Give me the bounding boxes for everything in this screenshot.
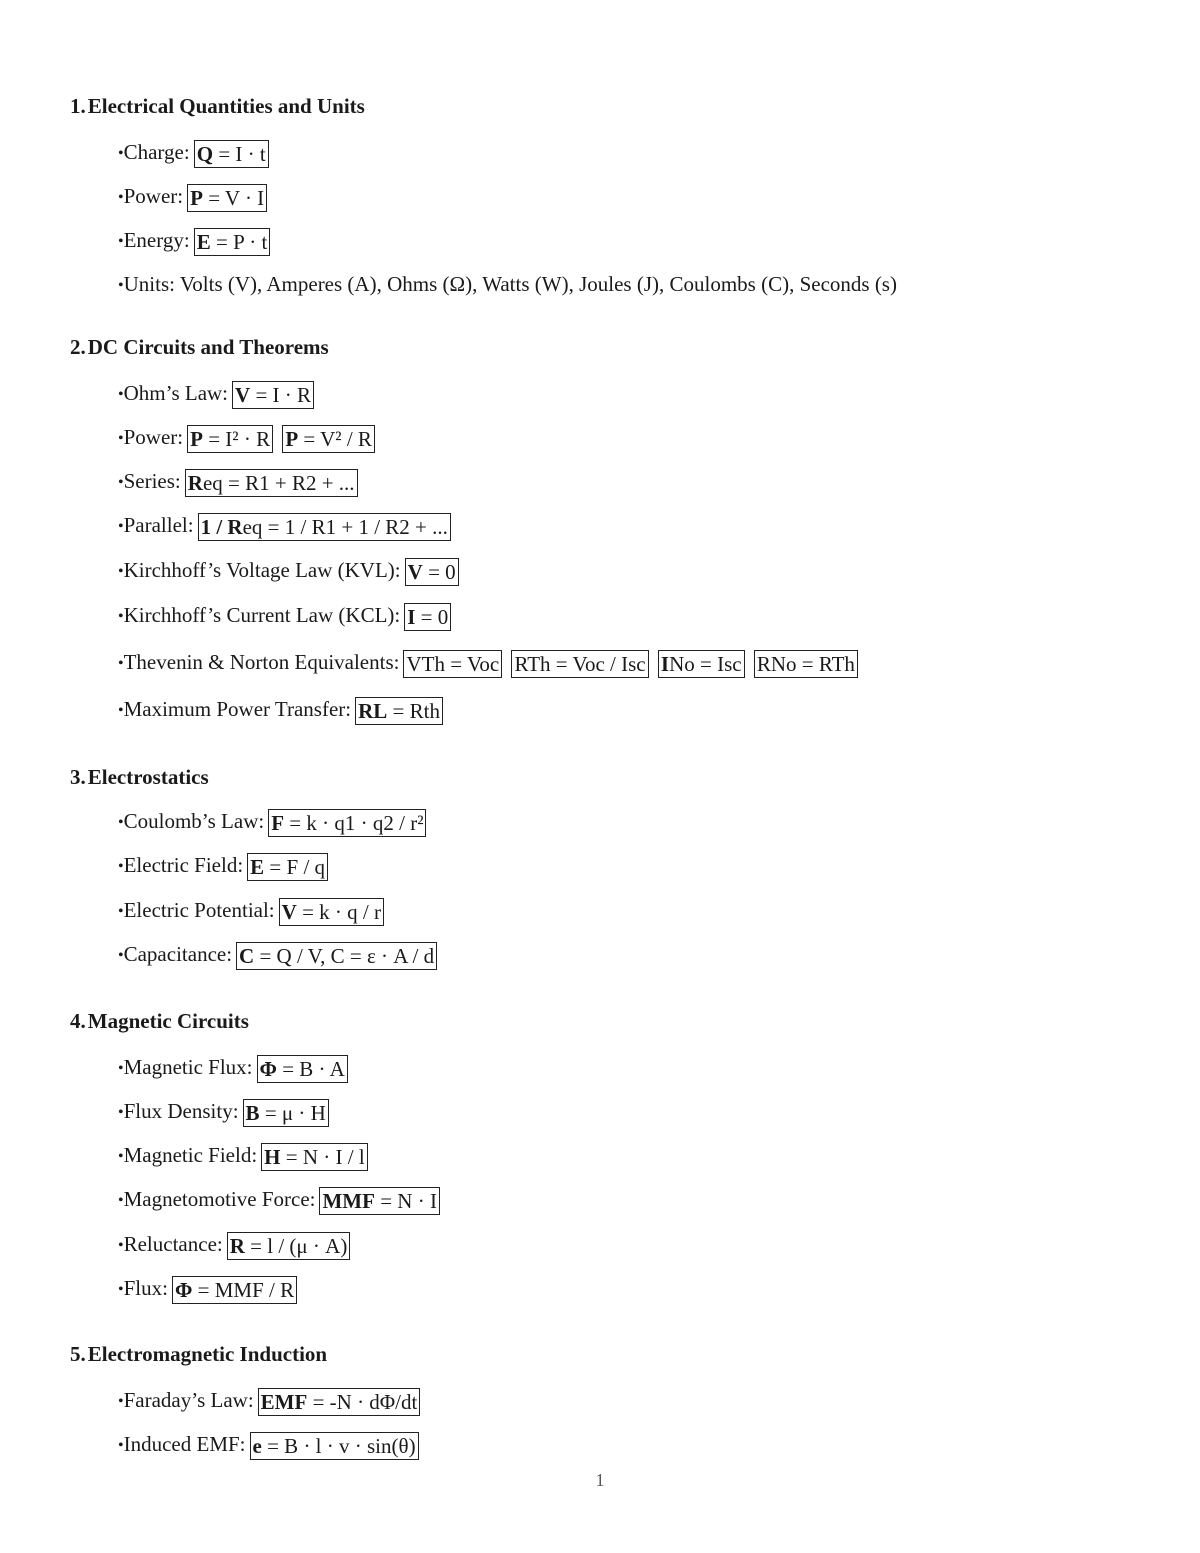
section-heading: 4.Magnetic Circuits	[70, 1009, 249, 1033]
formula-box: RNo = RTh	[754, 650, 858, 678]
formula-box: V = 0	[405, 558, 459, 586]
formula-box: E = F / q	[247, 853, 328, 881]
formula-box: F = k · q1 · q2 / r²	[268, 809, 426, 837]
list-item: •Kirchhoff’s Voltage Law (KVL): V = 0	[118, 553, 459, 587]
list-item: •Flux: Φ = MMF / R	[118, 1271, 297, 1305]
list-item: •Energy: E = P · t	[118, 223, 270, 257]
formula-box: Φ = MMF / R	[172, 1276, 297, 1304]
list-item: •Maximum Power Transfer: RL = Rth	[118, 692, 443, 726]
list-item: •Kirchhoff’s Current Law (KCL): I = 0	[118, 598, 451, 632]
list-item: •Units: Volts (V), Amperes (A), Ohms (Ω), Watts (W), Joules (J), Coulombs (C), Seconds (s)	[118, 272, 897, 296]
formula-box: E = P · t	[194, 228, 271, 256]
section-heading: 3.Electrostatics	[70, 765, 209, 789]
list-item: •Power: P = I² · R P = V² / R	[118, 420, 375, 454]
list-item: •Electric Field: E = F / q	[118, 848, 328, 882]
section-3	[70, 763, 1150, 791]
section-heading: 2.DC Circuits and Theorems	[70, 335, 329, 359]
list-item: •Faraday’s Law: EMF = -N · dΦ/dt	[118, 1383, 420, 1417]
formula-box: MMF = N · I	[319, 1187, 439, 1215]
formula-box: B = μ · H	[243, 1099, 329, 1127]
formula-box: Φ = B · A	[257, 1055, 348, 1083]
list-item: •Charge: Q = I · t	[118, 135, 269, 169]
list-item: •Power: P = V · I	[118, 179, 267, 213]
formula-box: e = B · l · v · sin(θ)	[250, 1432, 419, 1460]
formula-box: R = l / (μ · A)	[227, 1232, 351, 1260]
formula-box: H = N · I / l	[261, 1143, 368, 1171]
formula-box: Req = R1 + R2 + ...	[185, 469, 358, 497]
list-item: •Parallel: 1 / Req = 1 / R1 + 1 / R2 + ...	[118, 508, 451, 542]
list-item: •Coulomb’s Law: F = k · q1 · q2 / r²	[118, 804, 426, 838]
page-number: 1	[595, 1470, 605, 1490]
list-item: •Series: Req = R1 + R2 + ...	[118, 464, 358, 498]
section-heading: 1.Electrical Quantities and Units	[70, 94, 365, 118]
section-4	[70, 1007, 1150, 1035]
list-item: •Induced EMF: e = B · l · v · sin(θ)	[118, 1427, 419, 1461]
list-item: •Electric Potential: V = k · q / r	[118, 893, 384, 927]
list-item: •Magnetic Flux: Φ = B · A	[118, 1050, 348, 1084]
formula-box: RTh = Voc / Isc	[511, 650, 648, 678]
formula-box: I = 0	[404, 603, 451, 631]
formula-box: V = I · R	[232, 381, 314, 409]
list-item: •Ohm’s Law: V = I · R	[118, 376, 314, 410]
section-heading: 5.Electromagnetic Induction	[70, 1342, 328, 1366]
formula-box: P = I² · R	[187, 425, 273, 453]
formula-box: C = Q / V, C = ε · A / d	[236, 942, 437, 970]
formula-box: P = V² / R	[282, 425, 375, 453]
section-5	[70, 1340, 1150, 1368]
formula-box: EMF = -N · dΦ/dt	[258, 1388, 421, 1416]
list-item: •Thevenin & Norton Equivalents: VTh = Voc RTh = Voc / Isc INo = Isc RNo = RTh	[118, 645, 858, 679]
formula-box: Q = I · t	[194, 140, 269, 168]
formula-box: P = V · I	[187, 184, 267, 212]
formula-box: VTh = Voc	[403, 650, 502, 678]
list-item: •Flux Density: B = μ · H	[118, 1094, 329, 1128]
formula-box: V = k · q / r	[279, 898, 384, 926]
formula-box: RL = Rth	[355, 697, 443, 725]
section-1	[70, 92, 1150, 120]
list-item: •Magnetomotive Force: MMF = N · I	[118, 1182, 440, 1216]
formula-box: 1 / Req = 1 / R1 + 1 / R2 + ...	[198, 513, 451, 541]
list-item: •Reluctance: R = l / (μ · A)	[118, 1227, 350, 1261]
list-item: •Capacitance: C = Q / V, C = ε · A / d	[118, 937, 437, 971]
formula-box: INo = Isc	[658, 650, 745, 678]
list-item: •Magnetic Field: H = N · I / l	[118, 1138, 368, 1172]
section-2	[70, 333, 1150, 361]
